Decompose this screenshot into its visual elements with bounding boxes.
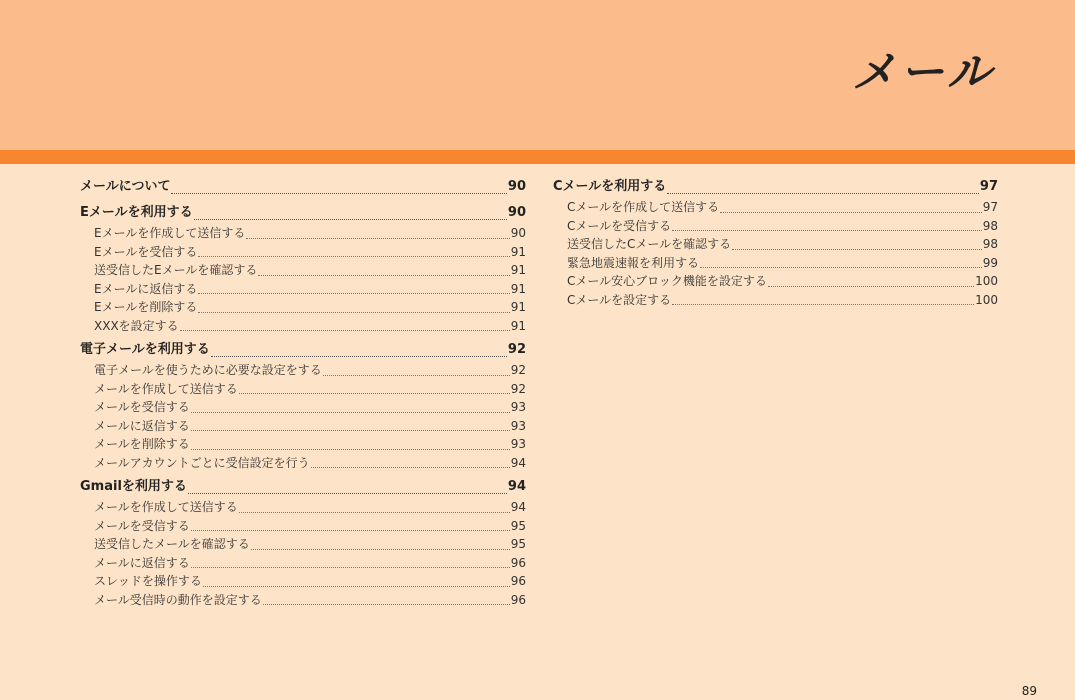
dot-leader bbox=[198, 293, 509, 294]
toc-item-title: メールを受信する bbox=[94, 400, 190, 414]
toc-section bbox=[80, 202, 526, 335]
toc-item-page: 91 bbox=[510, 300, 526, 314]
toc-section bbox=[80, 476, 526, 609]
toc-item-title: Cメールを作成して送信する bbox=[567, 200, 720, 214]
toc-item-page: 100 bbox=[975, 274, 998, 288]
toc-item[interactable] bbox=[80, 361, 526, 380]
toc-item-page: 94 bbox=[510, 500, 526, 514]
toc-right-column bbox=[553, 176, 998, 313]
dot-leader bbox=[191, 449, 510, 450]
toc-item-title: Eメールを受信する bbox=[94, 244, 198, 259]
toc-item-title: メール受信時の動作を設定する bbox=[94, 592, 262, 607]
toc-item[interactable] bbox=[80, 417, 526, 436]
dot-leader bbox=[732, 249, 982, 250]
toc-item[interactable] bbox=[80, 298, 526, 317]
toc-section bbox=[80, 176, 526, 198]
dot-leader bbox=[211, 356, 507, 357]
toc-item-title: メールに返信する bbox=[94, 418, 190, 433]
toc-item[interactable] bbox=[80, 591, 526, 610]
dot-leader bbox=[251, 549, 510, 550]
dot-leader bbox=[198, 256, 509, 257]
toc-section-heading-title: 電子メールを利用する bbox=[80, 342, 210, 357]
dot-leader bbox=[246, 238, 509, 239]
dot-leader bbox=[720, 212, 982, 213]
toc-item-title: メールを削除する bbox=[94, 437, 190, 451]
toc-section-heading[interactable] bbox=[553, 176, 998, 198]
dot-leader bbox=[672, 230, 982, 231]
toc-section-heading[interactable] bbox=[80, 202, 526, 224]
toc-item-title: Cメール安心ブロック機能を設定する bbox=[567, 274, 767, 288]
dot-leader bbox=[191, 430, 510, 431]
toc-item-page: 93 bbox=[510, 418, 526, 433]
toc-item-page: 92 bbox=[510, 363, 526, 377]
dot-leader bbox=[311, 467, 510, 468]
toc-item[interactable] bbox=[553, 198, 998, 217]
toc-item-title: メールを受信する bbox=[94, 518, 190, 533]
toc-item[interactable] bbox=[553, 272, 998, 291]
toc-section-heading-title: Gmailを利用する bbox=[80, 479, 187, 494]
toc-item-title: 送受信したメールを確認する bbox=[94, 537, 250, 551]
toc-item-title: メールに返信する bbox=[94, 555, 190, 570]
toc-item-title: Cメールを設定する bbox=[567, 292, 672, 307]
toc-item-page: 95 bbox=[510, 537, 526, 551]
toc-section-heading-title: Eメールを利用する bbox=[80, 205, 193, 220]
toc-item[interactable] bbox=[80, 498, 526, 517]
toc-item[interactable] bbox=[80, 398, 526, 417]
toc-section bbox=[553, 176, 998, 309]
toc-section-heading-title: Cメールを利用する bbox=[553, 179, 667, 194]
toc-item[interactable] bbox=[553, 291, 998, 310]
toc-item-title: 電子メールを使うために必要な設定をする bbox=[94, 363, 322, 377]
dot-leader bbox=[672, 304, 974, 305]
toc-item[interactable] bbox=[80, 224, 526, 243]
toc-item-page: 93 bbox=[510, 400, 526, 414]
toc-item-page: 91 bbox=[510, 318, 526, 333]
toc-item-title: メールを作成して送信する bbox=[94, 381, 238, 396]
toc-item-page: 99 bbox=[982, 255, 998, 270]
toc-section-heading-page: 97 bbox=[979, 179, 998, 194]
dot-leader bbox=[180, 330, 510, 331]
toc-item-page: 97 bbox=[982, 200, 998, 214]
toc-section-heading[interactable] bbox=[80, 476, 526, 498]
accent-bar bbox=[0, 150, 1075, 164]
toc-item-title: Eメールを削除する bbox=[94, 300, 198, 314]
dot-leader bbox=[191, 530, 510, 531]
dot-leader bbox=[768, 286, 974, 287]
chapter-title: メール bbox=[851, 47, 995, 98]
toc-item[interactable] bbox=[80, 572, 526, 591]
toc-item-page: 94 bbox=[510, 455, 526, 470]
toc-section-heading-page: 94 bbox=[507, 479, 526, 494]
toc-item[interactable] bbox=[80, 435, 526, 454]
toc-item[interactable] bbox=[80, 554, 526, 573]
dot-leader bbox=[323, 375, 510, 376]
toc-item-page: 95 bbox=[510, 518, 526, 533]
toc-item-page: 92 bbox=[510, 381, 526, 396]
toc-item[interactable] bbox=[80, 454, 526, 473]
toc-item[interactable] bbox=[80, 317, 526, 336]
toc-item-page: 93 bbox=[510, 437, 526, 451]
toc-item-title: 緊急地震速報を利用する bbox=[567, 255, 700, 270]
dot-leader bbox=[171, 193, 506, 194]
toc-item-title: スレッドを操作する bbox=[94, 574, 202, 588]
dot-leader bbox=[194, 219, 507, 220]
dot-leader bbox=[188, 493, 507, 494]
toc-item-title: Eメールに返信する bbox=[94, 281, 198, 296]
toc-item-title: メールアカウントごとに受信設定を行う bbox=[94, 455, 310, 470]
toc-section-heading-page: 90 bbox=[507, 179, 526, 194]
toc-section-heading-page: 92 bbox=[507, 342, 526, 357]
toc-item-page: 90 bbox=[510, 226, 526, 240]
dot-leader bbox=[239, 393, 510, 394]
toc-item-page: 96 bbox=[510, 574, 526, 588]
toc-item-page: 96 bbox=[510, 555, 526, 570]
page-number: 89 bbox=[1021, 684, 1037, 698]
toc-item[interactable] bbox=[80, 261, 526, 280]
toc-item[interactable] bbox=[553, 217, 998, 236]
dot-leader bbox=[191, 567, 510, 568]
toc-item[interactable] bbox=[80, 280, 526, 299]
dot-leader bbox=[198, 312, 509, 313]
toc-item-page: 100 bbox=[975, 292, 998, 307]
toc-item-page: 91 bbox=[510, 263, 526, 277]
toc-item[interactable] bbox=[80, 243, 526, 262]
toc-section bbox=[80, 339, 526, 472]
dot-leader bbox=[667, 193, 979, 194]
dot-leader bbox=[700, 267, 982, 268]
dot-leader bbox=[263, 604, 510, 605]
toc-section-heading-page: 90 bbox=[507, 205, 526, 220]
toc-item-page: 98 bbox=[982, 218, 998, 233]
toc-item-page: 91 bbox=[510, 244, 526, 259]
toc-item[interactable] bbox=[553, 235, 998, 254]
toc-item[interactable] bbox=[553, 254, 998, 273]
toc-item-title: XXXを設定する bbox=[94, 318, 179, 333]
toc-item-title: 送受信したEメールを確認する bbox=[94, 263, 258, 277]
dot-leader bbox=[239, 512, 510, 513]
toc-section-heading[interactable] bbox=[80, 339, 526, 361]
toc-item-title: メールを作成して送信する bbox=[94, 500, 238, 514]
toc-item[interactable] bbox=[80, 517, 526, 536]
toc-item-page: 98 bbox=[982, 237, 998, 251]
toc-section-heading[interactable] bbox=[80, 176, 526, 198]
toc-item-page: 96 bbox=[510, 592, 526, 607]
toc-left-column bbox=[80, 176, 526, 613]
toc-item-page: 91 bbox=[510, 281, 526, 296]
dot-leader bbox=[191, 412, 510, 413]
toc-item-title: Eメールを作成して送信する bbox=[94, 226, 246, 240]
dot-leader bbox=[203, 586, 510, 587]
toc-item[interactable] bbox=[80, 380, 526, 399]
toc-item[interactable] bbox=[80, 535, 526, 554]
dot-leader bbox=[258, 275, 509, 276]
toc-item-title: Cメールを受信する bbox=[567, 218, 672, 233]
toc-section-heading-title: メールについて bbox=[80, 179, 171, 194]
toc-item-title: 送受信したCメールを確認する bbox=[567, 237, 732, 251]
